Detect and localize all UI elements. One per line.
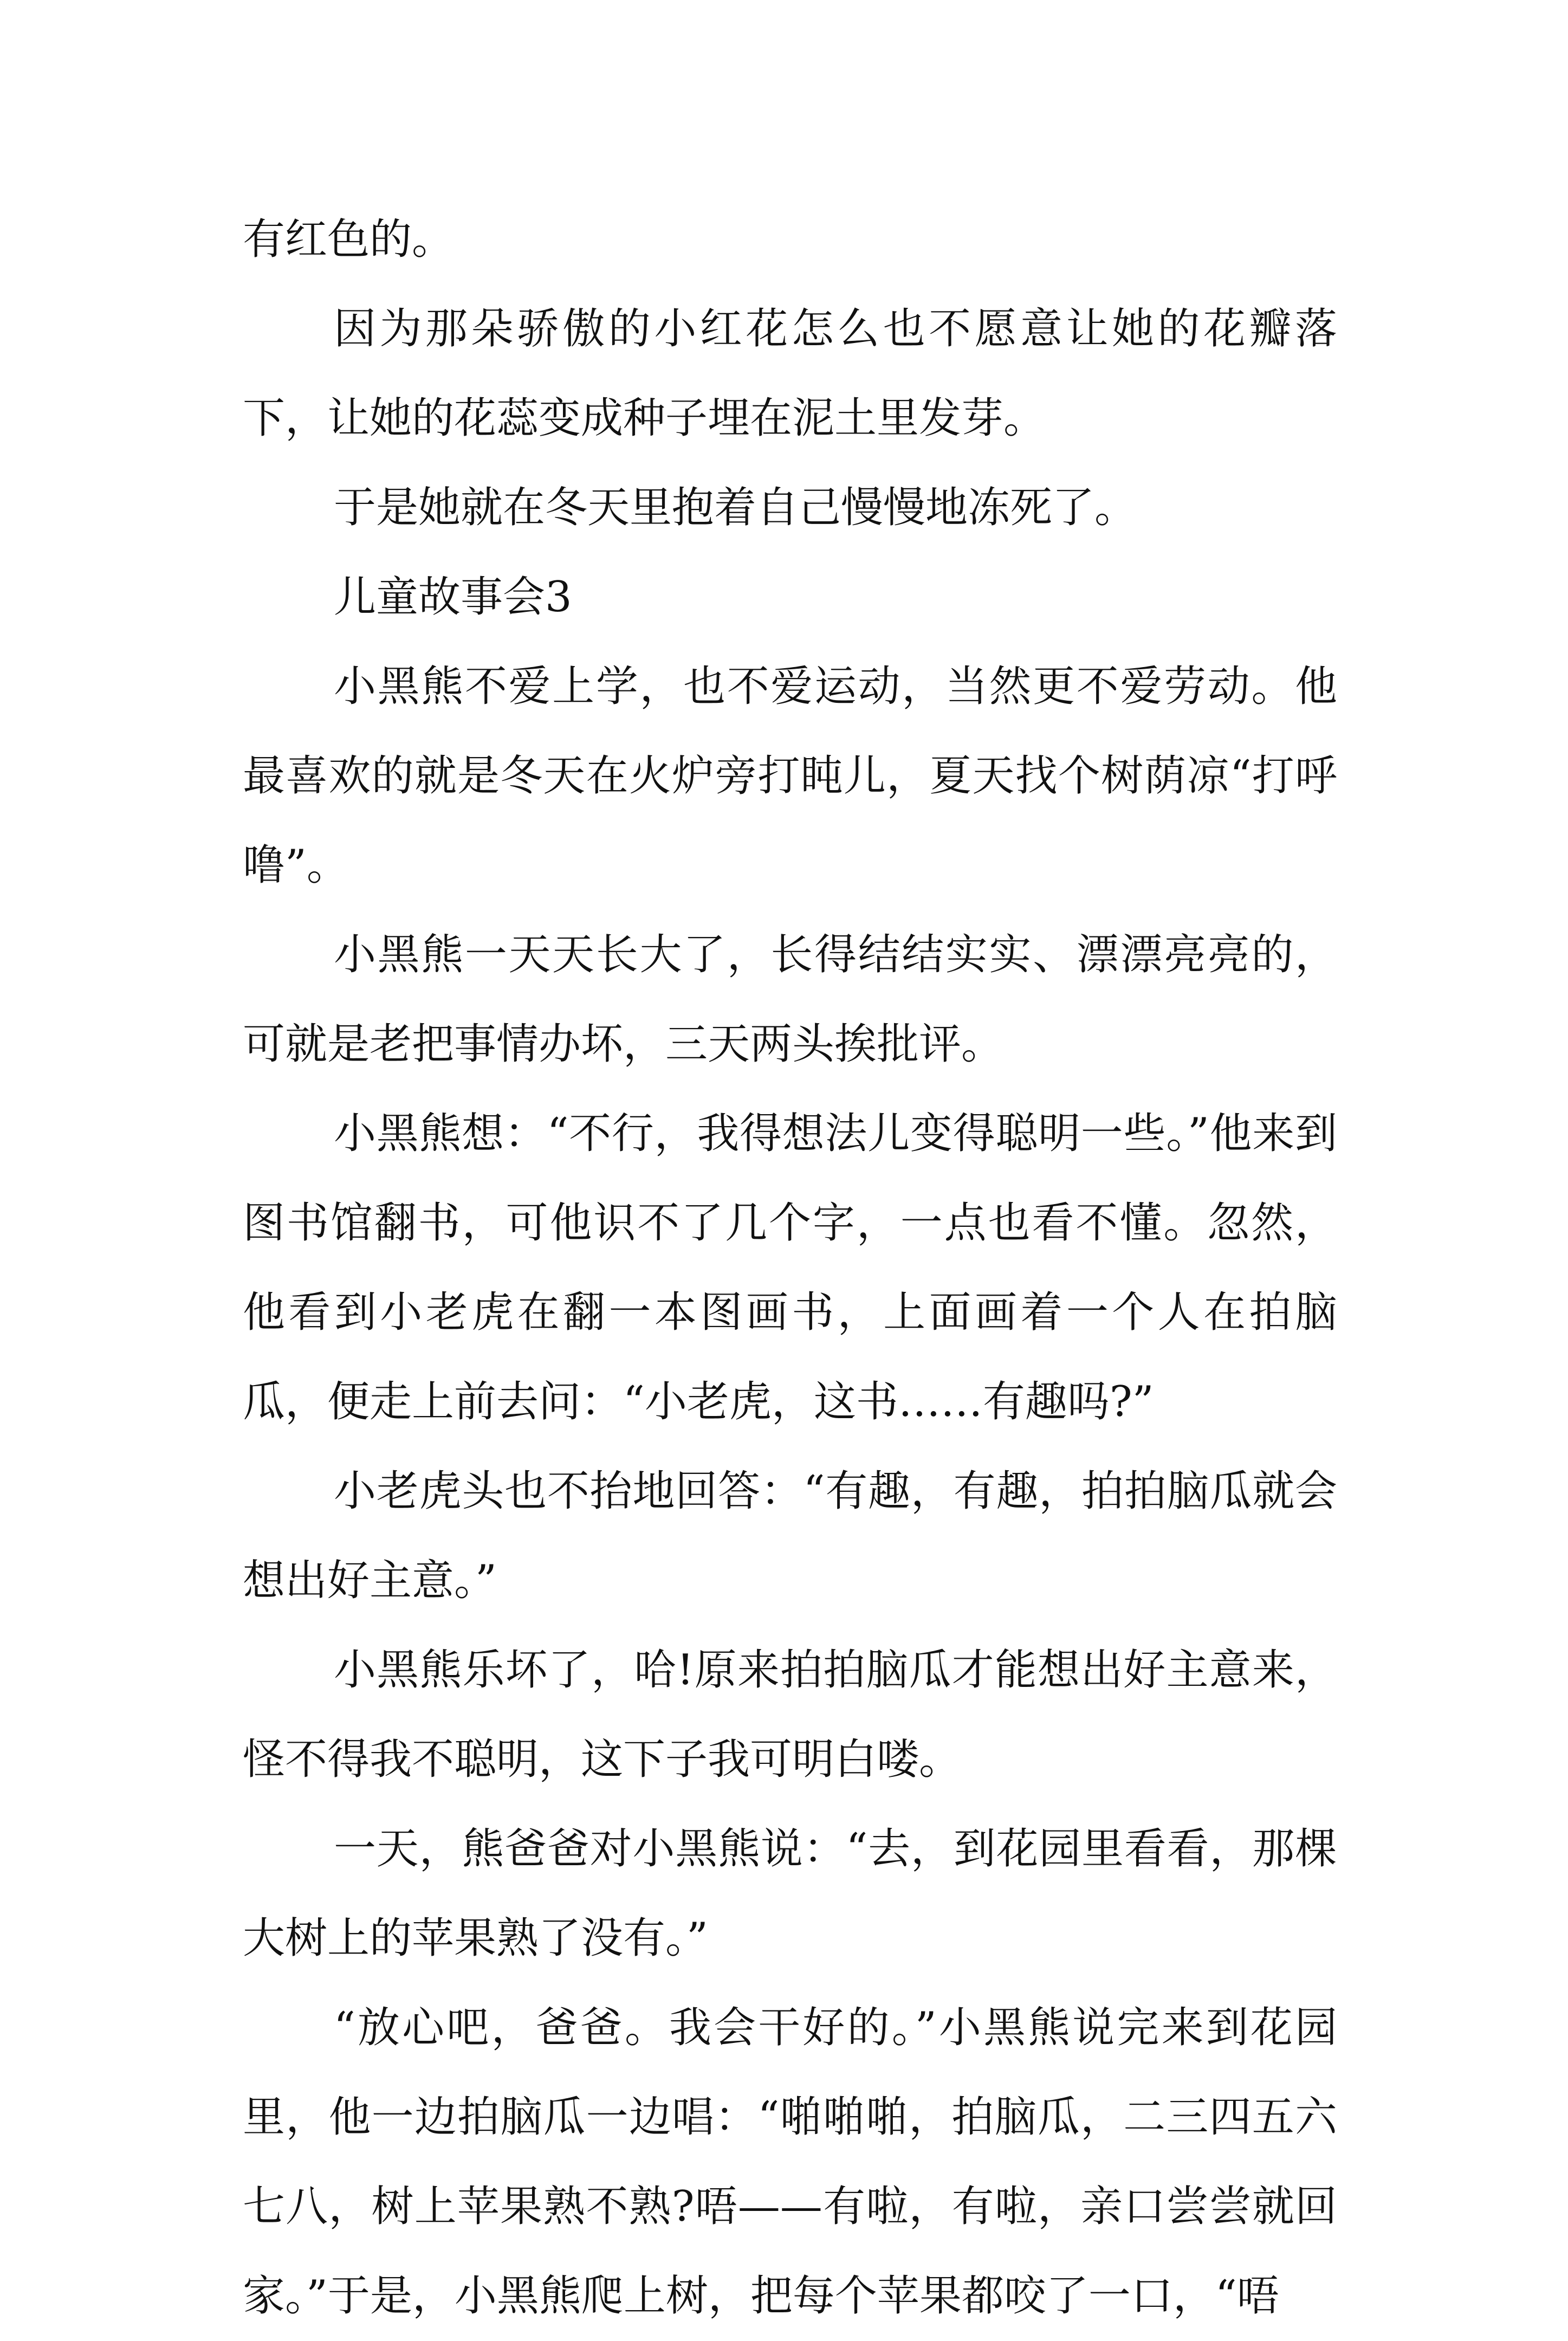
paragraph: 于是她就在冬天里抱着自己慢慢地冻死了。: [334, 483, 1137, 532]
paragraph: 小老虎头也不抬地回答：“有趣，有趣，拍拍脑瓜就会想出好主意。”: [243, 1467, 1337, 1605]
section-heading: 儿童故事会3: [334, 573, 572, 622]
paragraph: 因为那朵骄傲的小红花怎么也不愿意让她的花瓣落下，让她的花蕊变成种子埋在泥土里发芽。: [243, 305, 1337, 443]
paragraph: 一天，熊爸爸对小黑熊说：“去，到花园里看看，那棵大树上的苹果熟了没有。”: [243, 1825, 1337, 1963]
paragraph-continuation: 有红色的。: [243, 215, 455, 264]
paragraph: 小黑熊想：“不行，我得想法儿变得聪明一些。”他来到图书馆翻书，可他识不了几个字，一点也看不懂。忽然，他看到小老虎在翻一本图画书，上面画着一个人在拍脑瓜，便走上前去问：“小老虎，这书……有趣吗?”: [243, 1109, 1337, 1426]
paragraph: 小黑熊不爱上学，也不爱运动，当然更不爱劳动。他最喜欢的就是冬天在火炉旁打盹儿，夏天找个树荫凉“打呼噜”。: [243, 662, 1337, 890]
paragraph: 小黑熊乐坏了，哈!原来拍拍脑瓜才能想出好主意来，怪不得我不聪明，这下子我可明白喽。: [243, 1646, 1337, 1784]
paragraph: “放心吧，爸爸。我会干好的。”小黑熊说完来到花园里，他一边拍脑瓜一边唱：“啪啪啪，拍脑瓜，二三四五六七八，树上苹果熟不熟?唔——有啦，有啦，亲口尝尝就回家。”于是，小黑熊爬上树，把每个苹果都咬了一口，“唔: [243, 2003, 1337, 2320]
paragraph: 小黑熊一天天长大了，长得结结实实、漂漂亮亮的，可就是老把事情办坏，三天两头挨批评。: [243, 930, 1337, 1069]
document-body: [243, 195, 1337, 2341]
